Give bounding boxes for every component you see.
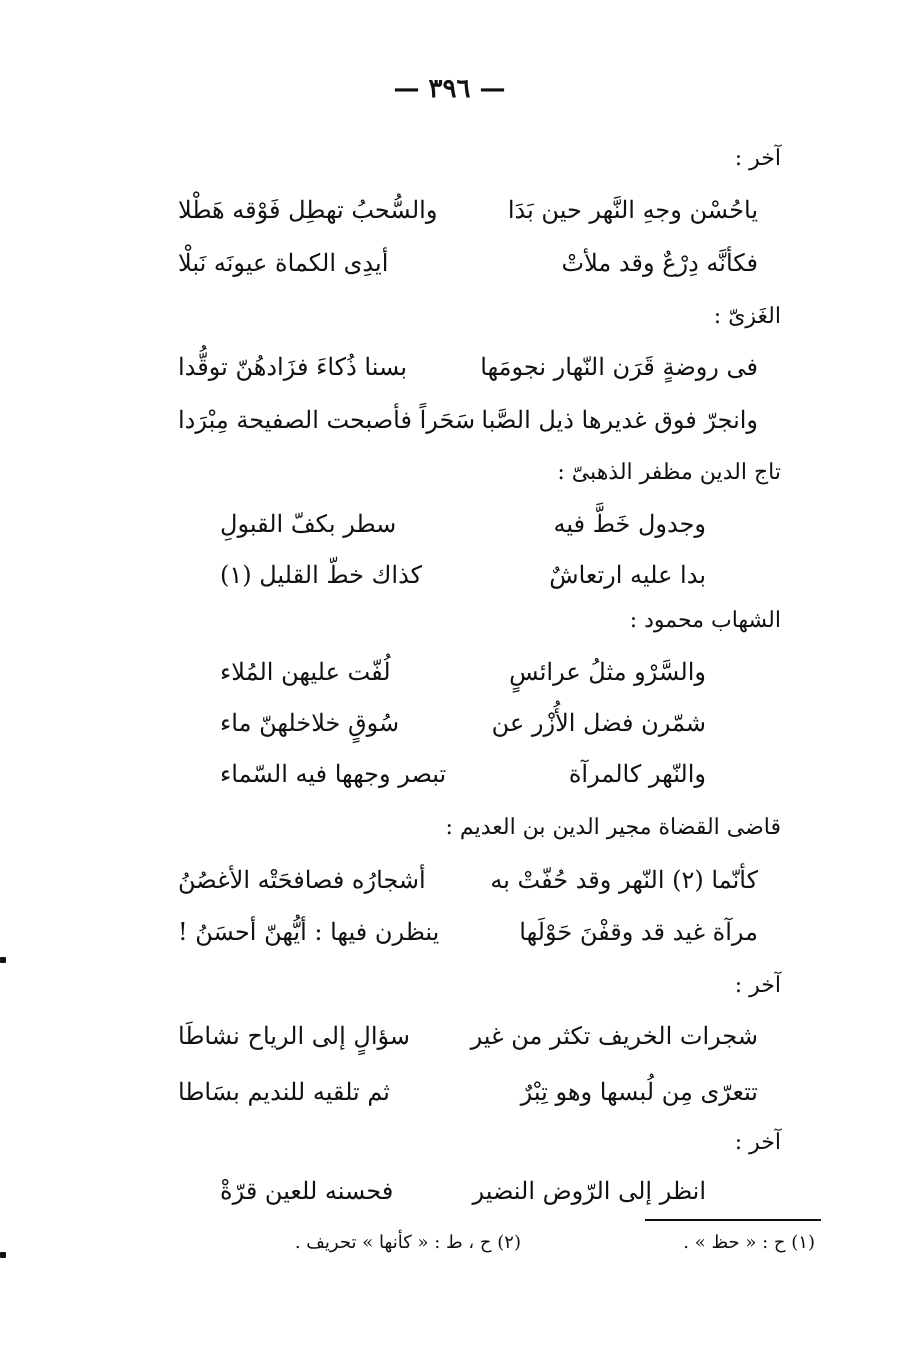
section-heading: الغَزىّ : (713, 304, 781, 329)
verse-second-hemistich: أشجارُه فصافحَتْه الأغصُنُ (178, 866, 426, 894)
scan-mark (0, 1252, 6, 1258)
footnote-rule (645, 1219, 821, 1221)
verse-first-hemistich: مرآة غيد قد وقفْنَ حَوْلَها (519, 918, 758, 946)
section-heading: قاضى القضاة مجير الدين بن العديم : (445, 815, 781, 840)
verse-line (220, 760, 706, 788)
verse-second-hemistich: ينظرن فيها : أيُّهنّ أحسَنُ ! (178, 918, 440, 946)
verse-first-hemistich: فى روضةٍ قَرَن النّهار نجومَها (480, 353, 758, 381)
section-heading: آخر : (734, 1130, 781, 1155)
verse-line (178, 249, 758, 277)
verse-line (220, 561, 706, 589)
verse-first-hemistich: فكأنَّه دِرْعٌ وقد ملأتْ (561, 249, 758, 277)
verse-second-hemistich: بسنا ذُكاءَ فزَادهُنّ توقُّدا (178, 353, 408, 381)
verse-line (178, 866, 758, 894)
section-heading: تاج الدين مظفر الذهبىّ : (557, 460, 781, 485)
verse-second-hemistich: سطر بكفّ القبولِ (220, 510, 397, 538)
verse-first-hemistich: والسَّرْو مثلُ عرائسٍ (509, 658, 706, 686)
verse-second-hemistich: ثم تلقيه للنديم بسَاطا (178, 1078, 390, 1106)
verse-line (220, 709, 706, 737)
section-heading: آخر : (734, 146, 781, 171)
verse-line (178, 918, 758, 946)
verse-first-hemistich: وجدول خَطَّ فيه (553, 510, 706, 538)
verse-line (178, 196, 758, 224)
verse-first-hemistich: شجرات الخريف تكثر من غير (470, 1022, 758, 1050)
verse-second-hemistich: كذاك خطّ القليل (١) (220, 561, 423, 589)
verse-first-hemistich: ياحُسْن وجهِ النَّهر حين بَدَا (507, 196, 758, 224)
verse-line (220, 1177, 706, 1205)
verse-second-hemistich: سَحَراً فأصبحت الصفيحة مِبْرَدا (178, 406, 476, 434)
verse-first-hemistich: انظر إلى الرّوض النضير (472, 1177, 706, 1205)
verse-second-hemistich: لُفّت عليهن المُلاء (220, 658, 391, 686)
verse-line (178, 406, 758, 434)
verse-second-hemistich: أيدِى الكماة عيونَه نَبلْا (178, 249, 389, 277)
verse-second-hemistich: سُوقٍ خلاخلهنّ ماء (220, 709, 400, 737)
verse-first-hemistich: تتعرّى مِن لُبسها وهو تِبْرٌ (520, 1078, 758, 1106)
footnote-1: (١) ح : « حظ » . (683, 1232, 815, 1253)
footnote-2: (٢) ح ، ط : « كأنها » تحريف . (294, 1232, 521, 1253)
verse-line (178, 1078, 758, 1106)
verse-first-hemistich: وانجرّ فوق غديرها ذيل الصَّبا (481, 406, 758, 434)
verse-second-hemistich: سؤالٍ إلى الرياح نشاطَا (178, 1022, 411, 1050)
verse-line (178, 353, 758, 381)
section-heading: آخر : (734, 973, 781, 998)
verse-line (220, 510, 706, 538)
section-heading: الشهاب محمود : (629, 608, 781, 633)
scan-mark (0, 957, 6, 963)
verse-first-hemistich: بدا عليه ارتعاشٌ (549, 561, 706, 589)
page-number: — ٣٩٦ — (393, 74, 506, 104)
verse-first-hemistich: كأنّما (٢) النّهر وقد حُفّتْ به (490, 866, 758, 894)
verse-second-hemistich: والسُّحبُ تهطِل فَوْقه هَطْلا (178, 196, 438, 224)
verse-line (220, 658, 706, 686)
verse-second-hemistich: تبصر وجهها فيه السّماء (220, 760, 447, 788)
verse-line (178, 1022, 758, 1050)
verse-first-hemistich: والنّهر كالمرآة (568, 760, 706, 788)
verse-second-hemistich: فحسنه للعين قرّةْ (220, 1177, 394, 1205)
verse-first-hemistich: شمّرن فضل الأُزْر عن (491, 709, 706, 737)
